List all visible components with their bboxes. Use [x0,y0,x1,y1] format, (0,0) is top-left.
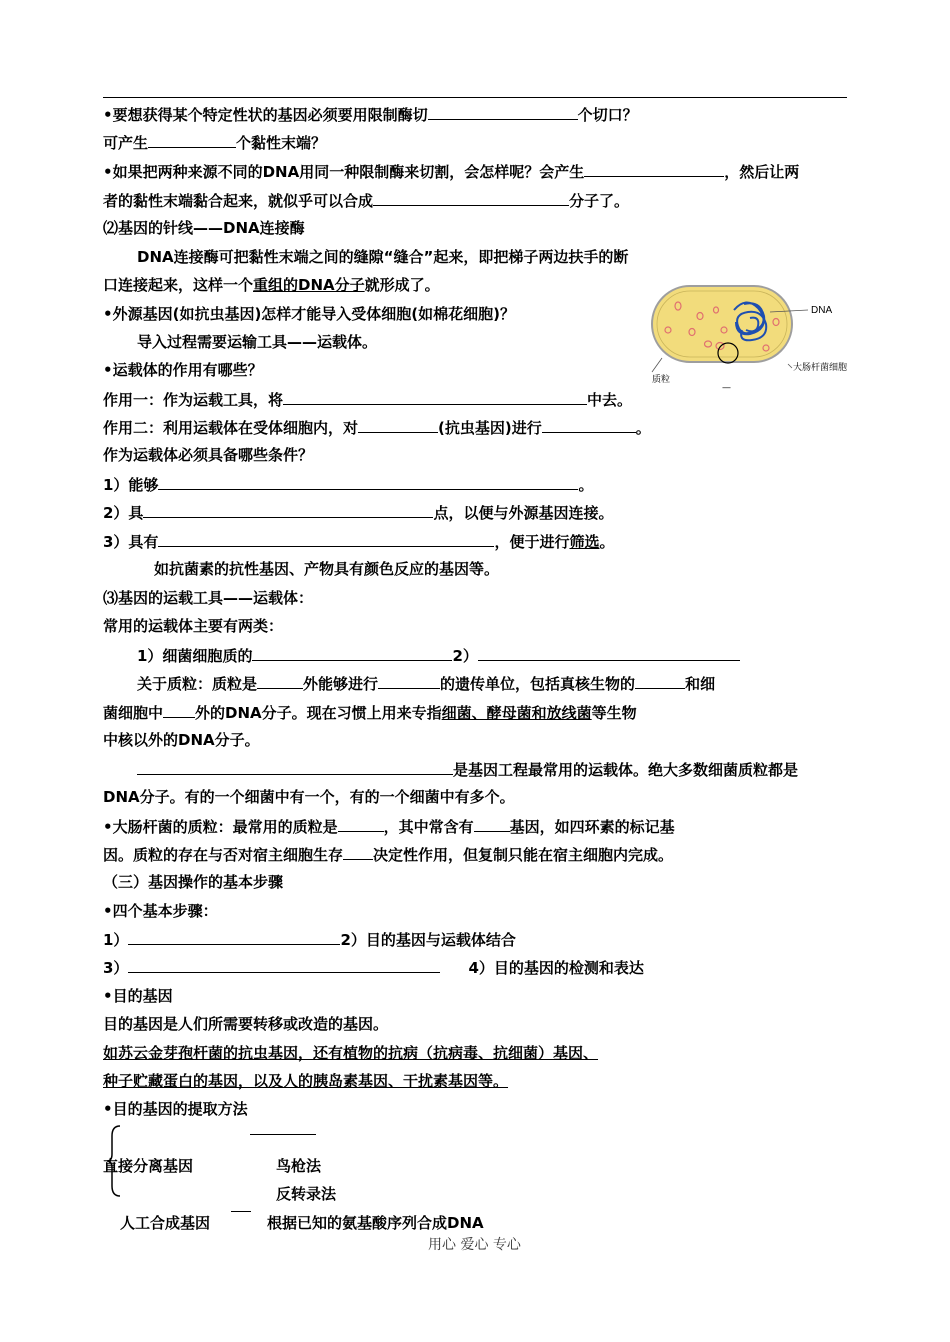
method-line [250,1134,316,1135]
target-gene-examples-1: 如苏云金芽孢杆菌的抗虫基因，还有植物的抗病（抗病毒、抗细菌）基因、 [103,1044,599,1062]
footer-motto: 用心 爱心 专心 [428,1237,521,1253]
ecoli-label: 大肠杆菌细胞 [793,363,848,373]
target-gene-definition: 目的基因是人们所需要转移或改造的基因。 [103,1015,389,1033]
section-vector-heading: ⑶基因的运载工具——运载体： [103,589,314,607]
plasmid-para-3: 中核以外的DNA分子。 [103,731,260,749]
ecoli-plasmid-1: •大肠杆菌的质粒：最常用的质粒是 ，其中常含有 基因，如四环素的标记基 [103,818,675,836]
ligase-para-1: DNA连接酶可把黏性末端之间的缝隙“缝合”起来，即把梯子两边扶手的断 [137,248,629,266]
question-synthesis: 者的黏性末端黏合起来，就似乎可以合成 分子了。 [103,192,630,210]
extraction-heading: •目的基因的提取方法 [103,1100,248,1118]
function-two: 作用二：利用运载体在受体细胞内，对 (抗虫基因)进行 。 [103,419,651,437]
import-answer: 导入过程需要运输工具——运载体。 [137,333,378,351]
section-ligase-heading: ⑵基因的针线——DNA连接酶 [103,219,305,237]
plasmid-para-5: DNA分子。有的一个细菌中有一个，有的一个细菌中有多个。 [103,788,515,806]
method-amino-acid: 根据已知的氨基酸序列合成DNA [267,1214,484,1232]
condition-1: 1）能够 。 [103,476,594,494]
method-shotgun: 鸟枪法 [276,1157,322,1175]
common-vectors: 常用的运载体主要有两类： [103,617,284,635]
figure-mark: — [722,383,731,392]
question-cut: •要想获得某个特定性状的基因必须要用限制酶切 个切口？ [103,106,638,124]
question-two-sources: •如果把两种来源不同的DNA用同一种限制酶来切割，会怎样呢？会产生 ，然后让两 [103,163,800,181]
steps-row-2: 3） 4）目的基因的检测和表达 [103,959,644,977]
steps-title: •四个基本步骤： [103,902,218,920]
method-direct: 直接分离基因 [103,1157,194,1175]
marker-gene-examples: 如抗菌素的抗性基因、产物具有颜色反应的基因等。 [154,560,500,578]
question-import: •外源基因(如抗虫基因)怎样才能导入受体细胞(如棉花细胞)？ [103,305,516,323]
ligase-para-2: 口连接起来，这样一个重组的DNA分子就形成了。 [103,276,440,294]
method-reverse-transcription: 反转录法 [276,1185,337,1203]
plasmid-para-1: 关于质粒：质粒是 外能够进行 的遗传单位，包括真核生物的 和细 [137,675,716,693]
target-gene-heading: •目的基因 [103,987,173,1005]
dna-label: DNA [811,305,833,316]
plasmid-para-2: 菌细胞中 外的DNA分子。现在习惯上用来专指细菌、酵母菌和放线菌等生物 [103,704,637,722]
conditions-question: 作为运载体必须具备哪些条件？ [103,446,314,464]
section-steps-heading: （三）基因操作的基本步骤 [103,873,284,891]
condition-3: 3）具有 ，便于进行筛选。 [103,533,615,551]
question-ends: 可产生 个黏性末端？ [103,134,327,152]
function-one: 作用一：作为运载工具，将 中去。 [103,391,633,409]
ecoli-cell-shape [652,286,792,362]
header-rule [103,97,847,98]
vector-types: 1）细菌细胞质的 2） [137,645,740,666]
ecoli-plasmid-2: 因。质粒的存在与否对宿主细胞生存 决定性作用，但复制只能在宿主细胞内完成。 [103,846,674,864]
condition-2: 2）具 点，以便与外源基因连接。 [103,504,614,522]
ecoli-diagram [648,282,860,392]
target-gene-examples-2: 种子贮藏蛋白的基因，以及人的胰岛素基因、干扰素基因等。 [103,1072,509,1090]
plasmid-para-4: 是基因工程最常用的运载体。绝大多数细菌质粒都是 [137,759,798,780]
plasmid-label: 质粒 [652,375,671,385]
steps-row-1: 1） 2）目的基因与运载体结合 [103,931,516,949]
method-dash [231,1211,251,1212]
question-vector-role: •运载体的作用有哪些？ [103,361,263,379]
method-artificial: 人工合成基因 [120,1214,211,1232]
